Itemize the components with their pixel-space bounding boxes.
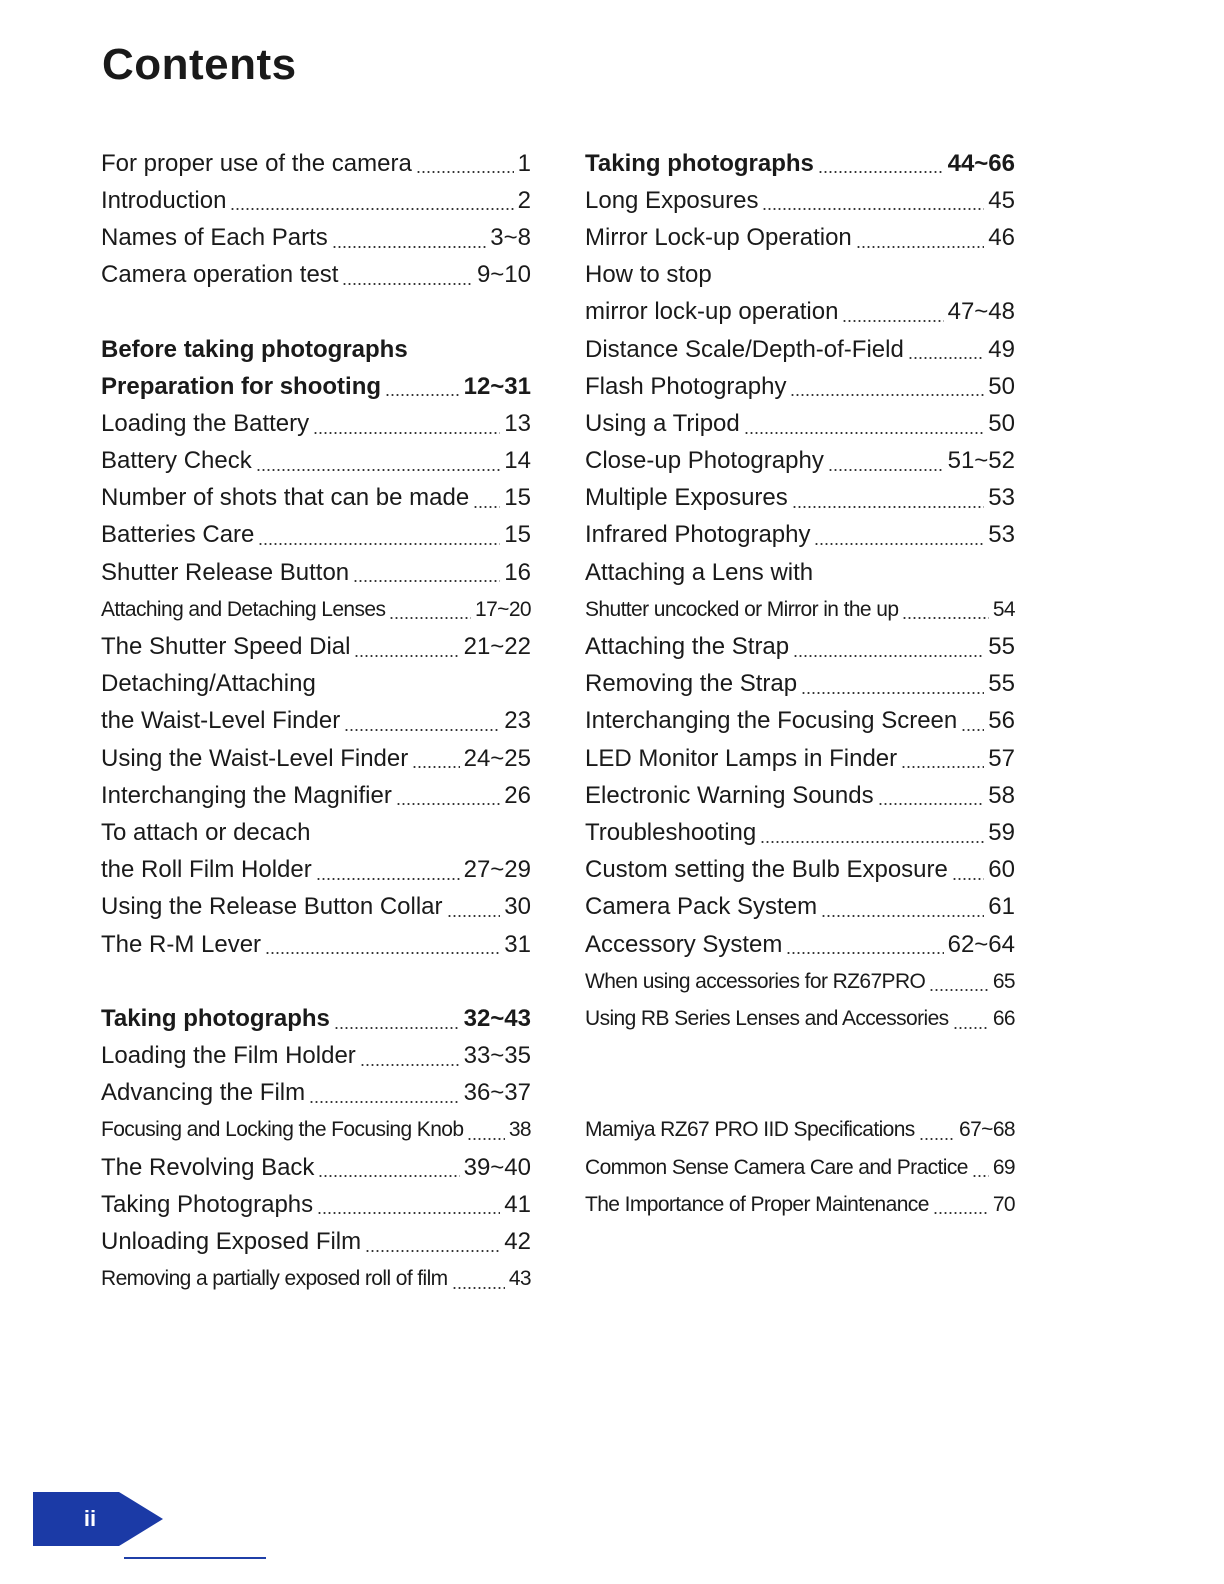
toc-entry-page: 2 xyxy=(517,186,531,214)
toc-entry-page: 13 xyxy=(504,409,531,437)
page-title: Contents xyxy=(102,40,297,89)
toc-entry-title: The Shutter Speed Dial xyxy=(101,633,351,661)
toc-entry-page: 47~48 xyxy=(947,298,1015,326)
toc-entry xyxy=(101,591,531,628)
toc-entry xyxy=(101,331,531,368)
dot-leader xyxy=(265,952,500,963)
dot-leader xyxy=(412,766,459,777)
toc-entry-title: Battery Check xyxy=(101,447,252,475)
toc-entry-title: mirror lock-up operation xyxy=(585,298,839,326)
toc-entry-title: The R-M Lever xyxy=(101,930,262,958)
toc-entry-title: Loading the Battery xyxy=(101,409,310,437)
toc-entry-title: Preparation for shooting xyxy=(101,372,382,400)
toc-entry xyxy=(585,1000,1015,1037)
toc-entry-title: Loading the Film Holder xyxy=(101,1042,356,1070)
dot-leader xyxy=(821,915,984,926)
toc-entry-title: Number of shots that can be made xyxy=(101,484,470,512)
toc-entry-title: Using the Waist-Level Finder xyxy=(101,744,409,772)
dot-leader xyxy=(447,915,501,926)
toc-entry-title: Mirror Lock-up Operation xyxy=(585,223,852,251)
dot-leader xyxy=(473,506,500,517)
toc-entry-title: Using RB Series Lenses and Accessories xyxy=(585,1006,949,1030)
toc-entry-page: 43 xyxy=(508,1267,531,1291)
toc-entry xyxy=(101,480,531,517)
toc-entry-title: Attaching a Lens with xyxy=(585,558,814,586)
toc-entry-page: 31 xyxy=(504,930,531,958)
dot-leader xyxy=(309,1101,460,1112)
toc-entry xyxy=(101,182,531,219)
dot-leader xyxy=(760,841,984,852)
toc-entry xyxy=(585,1186,1015,1223)
toc-entry-title: Long Exposures xyxy=(585,186,759,214)
toc-entry-title: Camera Pack System xyxy=(585,893,818,921)
toc-entry-page: 21~22 xyxy=(463,633,531,661)
dot-leader xyxy=(389,617,471,628)
toc-entry xyxy=(101,517,531,554)
toc-entry-title: When using accessories for RZ67PRO xyxy=(585,969,926,993)
toc-entry xyxy=(101,628,531,665)
spacer xyxy=(101,963,531,1000)
bottom-rule xyxy=(124,1557,266,1559)
toc-entry xyxy=(585,405,1015,442)
spacer xyxy=(585,1038,1015,1075)
toc-entry-title: the Roll Film Holder xyxy=(101,856,312,884)
toc-entry-title: Troubleshooting xyxy=(585,818,757,846)
toc-entry-title: Taking Photographs xyxy=(101,1190,314,1218)
toc-entry-title: Infrared Photography xyxy=(585,521,811,549)
toc-entry-title: Attaching and Detaching Lenses xyxy=(101,597,386,621)
toc-entry-page: 32~43 xyxy=(463,1004,531,1032)
dot-leader xyxy=(353,580,500,591)
dot-leader xyxy=(801,692,984,703)
dot-leader xyxy=(902,617,988,628)
dot-leader xyxy=(230,208,513,219)
toc-entry xyxy=(585,666,1015,703)
toc-entry-page: 50 xyxy=(988,372,1015,400)
toc-entry-title: Distance Scale/Depth-of-Field xyxy=(585,335,904,363)
toc-entry-page: 15 xyxy=(504,521,531,549)
spacer xyxy=(101,294,531,331)
toc-entry xyxy=(101,777,531,814)
contents-left-column xyxy=(101,145,531,1298)
toc-entry-page: 54 xyxy=(992,597,1015,621)
toc-entry xyxy=(101,814,531,851)
toc-entry xyxy=(101,703,531,740)
toc-entry-title: Close-up Photography xyxy=(585,447,824,475)
toc-entry-title: Shutter uncocked or Mirror in the up xyxy=(585,597,899,621)
toc-entry-title: Using a Tripod xyxy=(585,409,740,437)
toc-entry-page: 38 xyxy=(508,1118,531,1142)
page-number: ii xyxy=(83,1506,97,1531)
toc-entry xyxy=(585,517,1015,554)
toc-entry-title: The Importance of Proper Maintenance xyxy=(585,1192,929,1216)
toc-entry-page: 61 xyxy=(988,893,1015,921)
toc-entry-title: Removing a partially exposed roll of film xyxy=(101,1267,448,1291)
dot-leader xyxy=(792,506,985,517)
toc-entry xyxy=(585,480,1015,517)
toc-entry-page: 50 xyxy=(988,409,1015,437)
toc-entry xyxy=(585,294,1015,331)
dot-leader xyxy=(919,1138,955,1149)
toc-entry xyxy=(585,703,1015,740)
dot-leader xyxy=(332,246,487,257)
toc-entry xyxy=(585,1149,1015,1186)
toc-entry xyxy=(585,591,1015,628)
dot-leader xyxy=(933,1212,989,1223)
toc-entry-page: 15 xyxy=(504,484,531,512)
toc-entry xyxy=(585,889,1015,926)
dot-leader xyxy=(901,766,984,777)
toc-entry xyxy=(585,926,1015,963)
toc-entry-page: 58 xyxy=(988,781,1015,809)
dot-leader xyxy=(972,1175,989,1186)
toc-entry xyxy=(101,1075,531,1112)
dot-leader xyxy=(744,432,985,443)
dot-leader xyxy=(360,1064,460,1075)
toc-entry-page: 9~10 xyxy=(476,261,531,289)
toc-entry-title: How to stop xyxy=(585,261,712,289)
toc-entry-page: 26 xyxy=(504,781,531,809)
toc-entry xyxy=(101,1112,531,1149)
dot-leader xyxy=(856,246,985,257)
dot-leader xyxy=(256,469,501,480)
toc-entry xyxy=(585,963,1015,1000)
toc-entry-title: Focusing and Locking the Focusing Knob xyxy=(101,1118,464,1142)
dot-leader xyxy=(258,543,500,554)
toc-entry-page: 70 xyxy=(992,1192,1015,1216)
toc-entry-title: Common Sense Camera Care and Practice xyxy=(585,1155,968,1179)
toc-entry xyxy=(101,257,531,294)
toc-entry xyxy=(585,628,1015,665)
toc-entry xyxy=(585,1112,1015,1149)
toc-entry-page: 36~37 xyxy=(463,1079,531,1107)
toc-entry xyxy=(585,443,1015,480)
toc-entry xyxy=(585,814,1015,851)
toc-entry-page: 44~66 xyxy=(947,149,1015,177)
dot-leader xyxy=(467,1138,504,1149)
toc-entry-page: 30 xyxy=(504,893,531,921)
toc-entry-title: Interchanging the Magnifier xyxy=(101,781,392,809)
dot-leader xyxy=(344,729,500,740)
toc-entry xyxy=(585,145,1015,182)
toc-entry-page: 56 xyxy=(988,707,1015,735)
toc-entry xyxy=(585,257,1015,294)
dot-leader xyxy=(842,320,943,331)
toc-entry-title: The Revolving Back xyxy=(101,1153,315,1181)
spacer xyxy=(585,1075,1015,1112)
toc-entry xyxy=(585,777,1015,814)
dot-leader xyxy=(790,394,984,405)
toc-entry-page: 41 xyxy=(504,1190,531,1218)
toc-entry xyxy=(585,740,1015,777)
dot-leader xyxy=(878,803,985,814)
toc-entry-page: 27~29 xyxy=(463,856,531,884)
dot-leader xyxy=(354,655,459,666)
toc-entry-title: Removing the Strap xyxy=(585,670,798,698)
toc-entry xyxy=(101,666,531,703)
toc-entry-title: Mamiya RZ67 PRO IID Specifications xyxy=(585,1118,915,1142)
dot-leader xyxy=(342,283,472,294)
toc-entry xyxy=(101,1261,531,1298)
toc-entry-page: 33~35 xyxy=(463,1042,531,1070)
dot-leader xyxy=(908,357,984,368)
dot-leader xyxy=(814,543,984,554)
toc-entry-title: Shutter Release Button xyxy=(101,558,350,586)
toc-entry-title: Batteries Care xyxy=(101,521,255,549)
dot-leader xyxy=(953,1027,989,1038)
toc-entry-page: 12~31 xyxy=(463,372,531,400)
toc-entry xyxy=(101,554,531,591)
toc-entry-title: For proper use of the camera xyxy=(101,149,412,177)
toc-entry-title: Introduction xyxy=(101,186,227,214)
toc-entry xyxy=(101,1149,531,1186)
toc-entry xyxy=(101,443,531,480)
toc-entry-title: Before taking photographs xyxy=(101,335,408,363)
dot-leader xyxy=(396,803,500,814)
toc-entry xyxy=(101,1000,531,1037)
toc-entry-title: Advancing the Film xyxy=(101,1079,306,1107)
dot-leader xyxy=(786,952,943,963)
toc-entry xyxy=(101,219,531,256)
dot-leader xyxy=(316,878,460,889)
toc-entry-title: Interchanging the Focusing Screen xyxy=(585,707,958,735)
toc-entry xyxy=(585,182,1015,219)
toc-entry-page: 60 xyxy=(988,856,1015,884)
dot-leader xyxy=(793,655,984,666)
toc-entry xyxy=(101,1223,531,1260)
toc-entry xyxy=(101,926,531,963)
toc-entry-title: Unloading Exposed Film xyxy=(101,1228,362,1256)
toc-entry-title: Camera operation test xyxy=(101,261,339,289)
toc-entry-page: 69 xyxy=(992,1155,1015,1179)
toc-entry-page: 46 xyxy=(988,223,1015,251)
toc-entry-page: 45 xyxy=(988,186,1015,214)
toc-entry xyxy=(585,852,1015,889)
toc-entry xyxy=(101,1038,531,1075)
toc-entry-title: Accessory System xyxy=(585,930,783,958)
toc-entry-page: 49 xyxy=(988,335,1015,363)
toc-entry-page: 24~25 xyxy=(463,744,531,772)
toc-entry-page: 57 xyxy=(988,744,1015,772)
dot-leader xyxy=(961,729,984,740)
toc-entry-page: 59 xyxy=(988,818,1015,846)
toc-entry-title: Taking photographs xyxy=(101,1004,330,1032)
toc-entry-title: Electronic Warning Sounds xyxy=(585,781,874,809)
toc-entry-page: 66 xyxy=(992,1006,1015,1030)
toc-entry xyxy=(101,740,531,777)
toc-entry xyxy=(101,145,531,182)
dot-leader xyxy=(828,469,944,480)
toc-entry-page: 42 xyxy=(504,1228,531,1256)
toc-entry-page: 53 xyxy=(988,521,1015,549)
toc-entry xyxy=(585,331,1015,368)
toc-entry-page: 14 xyxy=(504,447,531,475)
toc-entry-page: 3~8 xyxy=(490,223,531,251)
toc-entry-page: 62~64 xyxy=(947,930,1015,958)
toc-entry xyxy=(101,889,531,926)
toc-entry-title: Custom setting the Bulb Exposure xyxy=(585,856,948,884)
toc-entry-page: 53 xyxy=(988,484,1015,512)
dot-leader xyxy=(762,208,984,219)
toc-entry-page: 1 xyxy=(517,149,531,177)
dot-leader xyxy=(452,1287,505,1298)
toc-entry xyxy=(585,368,1015,405)
toc-entry-page: 55 xyxy=(988,633,1015,661)
toc-entry-title: Taking photographs xyxy=(585,149,814,177)
toc-entry-title: To attach or decach xyxy=(101,818,311,846)
toc-entry-page: 51~52 xyxy=(947,447,1015,475)
toc-entry-title: Flash Photography xyxy=(585,372,787,400)
dot-leader xyxy=(334,1027,460,1038)
dot-leader xyxy=(385,394,460,405)
toc-entry-page: 39~40 xyxy=(463,1153,531,1181)
toc-entry xyxy=(585,219,1015,256)
dot-leader xyxy=(416,171,514,182)
dot-leader xyxy=(952,878,984,889)
toc-entry-title: Attaching the Strap xyxy=(585,633,790,661)
contents-right-column xyxy=(585,145,1015,1223)
toc-entry-title: Detaching/Attaching xyxy=(101,670,316,698)
toc-entry-title: Names of Each Parts xyxy=(101,223,328,251)
toc-entry xyxy=(101,368,531,405)
toc-entry xyxy=(101,1186,531,1223)
toc-entry-title: the Waist-Level Finder xyxy=(101,707,341,735)
dot-leader xyxy=(317,1212,500,1223)
dot-leader xyxy=(929,989,989,1000)
dot-leader xyxy=(818,171,944,182)
toc-entry-page: 17~20 xyxy=(475,597,531,621)
toc-entry-page: 65 xyxy=(992,969,1015,993)
toc-entry-title: Multiple Exposures xyxy=(585,484,788,512)
toc-entry-page: 55 xyxy=(988,670,1015,698)
toc-entry-page: 67~68 xyxy=(959,1118,1015,1142)
toc-entry-page: 23 xyxy=(504,707,531,735)
dot-leader xyxy=(365,1250,500,1261)
toc-entry xyxy=(101,405,531,442)
toc-entry-title: Using the Release Button Collar xyxy=(101,893,443,921)
dot-leader xyxy=(318,1175,459,1186)
toc-entry xyxy=(101,852,531,889)
toc-entry-title: LED Monitor Lamps in Finder xyxy=(585,744,898,772)
dot-leader xyxy=(313,432,500,443)
toc-entry xyxy=(585,554,1015,591)
toc-entry-page: 16 xyxy=(504,558,531,586)
